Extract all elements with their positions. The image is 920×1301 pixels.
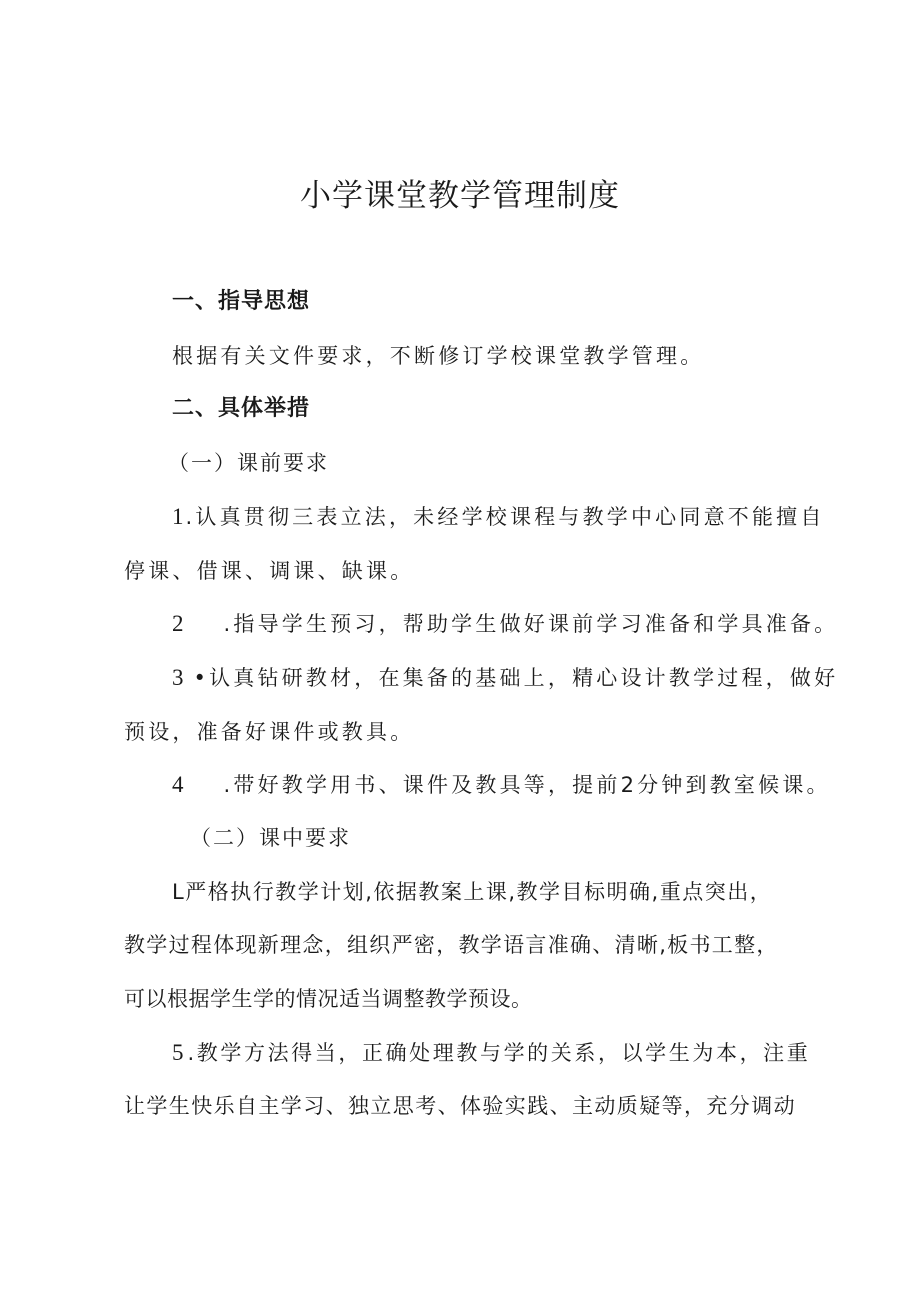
list-item-L: L严格执行教学计划,依据教案上课,教学目标明确,重点突出，	[172, 880, 773, 904]
list-item-text: •认真钻研教材，在集备的基础上，精心设计教学过程，做好	[193, 666, 839, 690]
list-item-text: .带好教学用书、课件及教具等，提前2分钟到教室候课。	[223, 773, 831, 797]
list-item-5-continuation: 让学生快乐自主学习、独立思考、体验实践、主动质疑等，充分调动	[124, 1094, 796, 1118]
list-item-number: 1	[172, 504, 184, 529]
list-item-2	[172, 608, 838, 640]
list-item-3-continuation: 预设，准备好课件或教具。	[124, 720, 415, 744]
list-item-3	[172, 662, 838, 694]
section-heading-guiding-thought: 一、指导思想	[172, 289, 311, 314]
list-item-text: .认真贯彻三表立法，未经学校课程与教学中心同意不能擅自	[185, 505, 825, 529]
section-heading-measures: 二、具体举措	[172, 396, 311, 421]
subsection-heading-during-class: （二）课中要求	[190, 826, 351, 850]
list-item-1-continuation: 停课、借课、调课、缺课。	[124, 559, 415, 583]
list-item-L-continuation-2: 可以根据学生学的情况适当调整教学预设。	[124, 987, 533, 1011]
paragraph-guiding-thought: 根据有关文件要求，不断修订学校课堂教学管理。	[172, 344, 705, 368]
list-item-number: 4	[172, 772, 184, 797]
list-item-L-continuation-1: 教学过程体现新理念，组织严密，教学语言准确、清晰,板书工整，	[124, 933, 779, 957]
list-item-1	[172, 501, 825, 533]
list-item-number: 2	[172, 611, 184, 636]
list-item-4	[172, 769, 831, 801]
list-item-text: .教学方法得当，正确处理教与学的关系，以学生为本，注重	[187, 1041, 811, 1065]
subsection-heading-before-class: （一）课前要求	[168, 451, 329, 475]
list-item-number: 5	[172, 1040, 184, 1065]
list-item-text: .指导学生预习，帮助学生做好课前学习准备和学具准备。	[223, 612, 839, 636]
document-title: 小学课堂教学管理制度	[300, 178, 620, 214]
list-item-5	[172, 1037, 810, 1069]
list-item-number: 3	[172, 665, 184, 690]
